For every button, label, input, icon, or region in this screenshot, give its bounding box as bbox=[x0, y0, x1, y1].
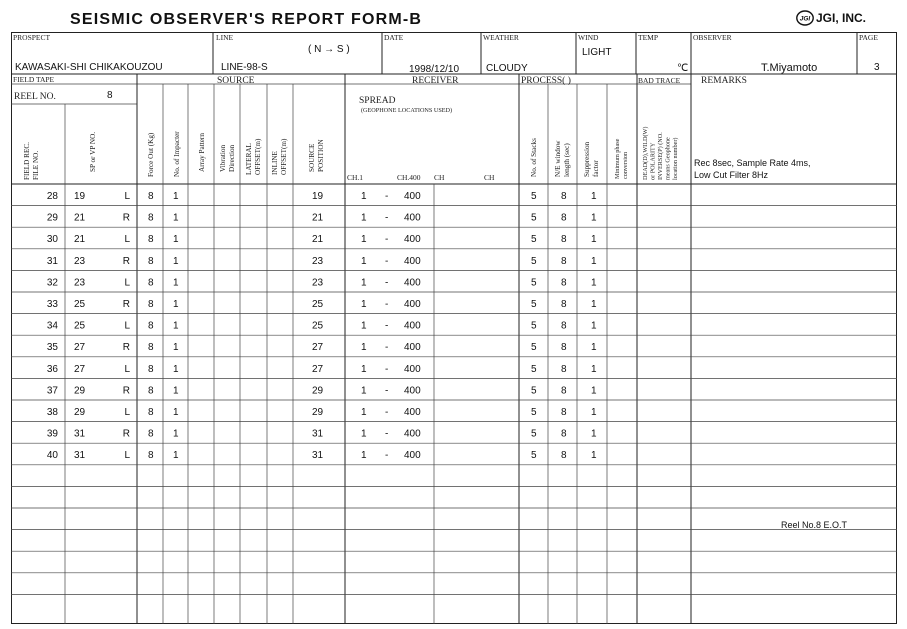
section-source: SOURCE bbox=[217, 76, 255, 86]
cell-ne: 8 bbox=[561, 342, 567, 354]
cell-pos: 29 bbox=[312, 385, 324, 397]
cell-stacks: 5 bbox=[531, 428, 537, 440]
cell-dash: - bbox=[385, 299, 389, 310]
table-body-rows bbox=[47, 191, 597, 461]
svg-text:Vibration: Vibration bbox=[219, 144, 227, 172]
cell-force: 8 bbox=[148, 407, 154, 418]
cell-side: R bbox=[122, 342, 130, 354]
cell-sp: 25 bbox=[74, 299, 86, 310]
hdr-bad-trace bbox=[642, 127, 679, 180]
svg-text:SP or VP NO.: SP or VP NO. bbox=[89, 131, 97, 172]
table-row bbox=[47, 234, 597, 245]
svg-text:means Geophone: means Geophone bbox=[664, 137, 672, 180]
cell-side: L bbox=[124, 191, 130, 202]
cell-dash: - bbox=[385, 191, 389, 202]
cell-dash: - bbox=[385, 320, 389, 332]
cell-imp: 1 bbox=[173, 212, 179, 224]
hdr-source-position bbox=[308, 138, 325, 172]
cell-imp: 1 bbox=[173, 277, 179, 289]
cell-pos: 25 bbox=[312, 299, 324, 310]
cell-sup: 1 bbox=[591, 255, 597, 267]
hdr-lateral bbox=[245, 138, 262, 175]
cell-file: 39 bbox=[46, 428, 58, 440]
cell-dash: - bbox=[385, 450, 389, 462]
cell-side: L bbox=[124, 320, 130, 332]
cell-pos: 31 bbox=[312, 450, 324, 462]
section-remarks: REMARKS bbox=[701, 76, 747, 86]
cell-pos: 27 bbox=[312, 363, 324, 375]
cell-pos: 27 bbox=[312, 342, 324, 354]
cell-sup: 1 bbox=[591, 385, 597, 397]
cell-imp: 1 bbox=[173, 450, 179, 462]
page-value: 3 bbox=[874, 62, 880, 73]
svg-text:length (sec): length (sec) bbox=[563, 143, 571, 177]
svg-text:SOURCE: SOURCE bbox=[308, 143, 316, 172]
cell-ch400: 400 bbox=[404, 385, 421, 397]
cell-ne: 8 bbox=[561, 407, 567, 418]
cell-stacks: 5 bbox=[531, 191, 537, 202]
cell-ch1: 1 bbox=[361, 277, 367, 289]
section-bad-trace: BAD TRACE bbox=[638, 76, 681, 85]
cell-side: L bbox=[124, 450, 130, 462]
svg-text:Suppression: Suppression bbox=[583, 141, 591, 177]
cell-side: R bbox=[122, 255, 130, 267]
cell-file: 37 bbox=[46, 385, 58, 397]
cell-force: 8 bbox=[148, 342, 154, 354]
cell-ch1: 1 bbox=[361, 342, 367, 354]
table-row bbox=[47, 299, 597, 310]
cell-file: 38 bbox=[46, 407, 58, 418]
cell-sup: 1 bbox=[591, 191, 597, 202]
cell-ne: 8 bbox=[561, 191, 567, 202]
cell-ne: 8 bbox=[561, 428, 567, 440]
temp-label: TEMP bbox=[638, 33, 659, 42]
cell-dash: - bbox=[385, 363, 389, 375]
svg-text:FIELD REC.: FIELD REC. bbox=[23, 142, 31, 180]
cell-sp: 19 bbox=[74, 191, 86, 202]
cell-side: L bbox=[124, 407, 130, 418]
svg-text:or POLARITY: or POLARITY bbox=[649, 142, 657, 180]
cell-ch1: 1 bbox=[361, 385, 367, 397]
cell-ch400: 400 bbox=[404, 212, 421, 224]
cell-sup: 1 bbox=[591, 277, 597, 289]
svg-text:Minimum phase: Minimum phase bbox=[614, 138, 621, 179]
cell-imp: 1 bbox=[173, 363, 179, 375]
remarks-line-1: Rec 8sec, Sample Rate 4ms, bbox=[694, 158, 811, 168]
hdr-force-out bbox=[147, 132, 155, 177]
weather-label: WEATHER bbox=[483, 33, 519, 42]
cell-file: 30 bbox=[46, 234, 58, 246]
table-row bbox=[47, 429, 597, 440]
cell-ch1: 1 bbox=[361, 363, 367, 375]
cell-force: 8 bbox=[148, 385, 154, 397]
cell-sp: 25 bbox=[74, 320, 86, 332]
cell-file: 29 bbox=[46, 212, 58, 224]
cell-dash: - bbox=[385, 428, 389, 440]
cell-pos: 25 bbox=[312, 320, 324, 332]
cell-dash: - bbox=[385, 234, 389, 246]
cell-sp: 29 bbox=[74, 385, 86, 397]
end-of-tape-note: Reel No.8 E.O.T bbox=[781, 520, 848, 530]
section-receiver: RECEIVER bbox=[412, 76, 459, 86]
cell-ch1: 1 bbox=[361, 320, 367, 332]
cell-pos: 19 bbox=[312, 191, 324, 202]
svg-text:Array Pattern: Array Pattern bbox=[198, 133, 206, 172]
cell-imp: 1 bbox=[173, 255, 179, 267]
cell-force: 8 bbox=[148, 299, 154, 310]
section-process: PROCESS( ) bbox=[521, 76, 571, 86]
reel-value: 8 bbox=[107, 90, 113, 101]
cell-side: R bbox=[122, 299, 130, 310]
svg-text:LATERAL: LATERAL bbox=[245, 143, 253, 175]
cell-imp: 1 bbox=[173, 385, 179, 397]
hdr-ch-a: CH bbox=[434, 173, 445, 182]
table-row bbox=[47, 256, 597, 267]
cell-force: 8 bbox=[148, 363, 154, 375]
cell-ch400: 400 bbox=[404, 277, 421, 289]
cell-side: R bbox=[122, 428, 130, 440]
cell-stacks: 5 bbox=[531, 407, 537, 418]
cell-sup: 1 bbox=[591, 363, 597, 375]
table-row bbox=[47, 191, 597, 202]
observer-label: OBSERVER bbox=[693, 33, 732, 42]
svg-text:factor: factor bbox=[592, 160, 600, 177]
svg-text:FILE NO.: FILE NO. bbox=[32, 150, 40, 180]
cell-imp: 1 bbox=[173, 428, 179, 440]
table-row bbox=[47, 321, 597, 332]
cell-ch1: 1 bbox=[361, 450, 367, 462]
hdr-suppression bbox=[583, 141, 600, 177]
svg-text:Force Out (Kg): Force Out (Kg) bbox=[147, 132, 155, 177]
cell-ne: 8 bbox=[561, 277, 567, 289]
cell-dash: - bbox=[385, 277, 389, 289]
cell-side: L bbox=[124, 234, 130, 246]
svg-text:location number): location number) bbox=[672, 137, 679, 180]
cell-side: R bbox=[122, 212, 130, 224]
cell-ch400: 400 bbox=[404, 428, 421, 440]
company-logo bbox=[796, 10, 866, 26]
cell-file: 35 bbox=[46, 342, 58, 354]
cell-imp: 1 bbox=[173, 234, 179, 246]
hdr-min-phase bbox=[614, 138, 629, 179]
cell-stacks: 5 bbox=[531, 212, 537, 224]
cell-ch400: 400 bbox=[404, 191, 421, 202]
cell-file: 36 bbox=[46, 363, 58, 375]
cell-force: 8 bbox=[148, 234, 154, 246]
hdr-inline bbox=[271, 138, 288, 175]
cell-stacks: 5 bbox=[531, 255, 537, 267]
spread-label: SPREAD bbox=[359, 96, 396, 106]
cell-side: R bbox=[122, 385, 130, 397]
spread-sublabel: (GEOPHONE LOCATIONS USED) bbox=[361, 107, 453, 114]
company-name: JGI, INC. bbox=[816, 11, 867, 25]
cell-force: 8 bbox=[148, 450, 154, 462]
hdr-file-no bbox=[23, 142, 40, 180]
cell-stacks: 5 bbox=[531, 320, 537, 332]
cell-ch1: 1 bbox=[361, 407, 367, 418]
cell-force: 8 bbox=[148, 320, 154, 332]
remarks-line-2: Low Cut Filter 8Hz bbox=[694, 170, 769, 180]
table-row bbox=[47, 213, 597, 224]
table-row bbox=[47, 364, 597, 375]
cell-sup: 1 bbox=[591, 320, 597, 332]
cell-sp: 23 bbox=[74, 255, 86, 267]
cell-ch400: 400 bbox=[404, 299, 421, 310]
date-value: 1998/12/10 bbox=[409, 64, 460, 75]
cell-force: 8 bbox=[148, 277, 154, 289]
cell-sup: 1 bbox=[591, 407, 597, 418]
cell-sp: 21 bbox=[74, 234, 86, 246]
cell-ch1: 1 bbox=[361, 299, 367, 310]
weather-value: CLOUDY bbox=[486, 63, 528, 74]
page-label: PAGE bbox=[859, 33, 878, 42]
svg-text:conversion: conversion bbox=[622, 151, 629, 179]
cell-pos: 23 bbox=[312, 277, 324, 289]
cell-ch1: 1 bbox=[361, 255, 367, 267]
hdr-ne-window bbox=[554, 140, 571, 177]
hdr-vibration bbox=[219, 144, 236, 172]
cell-ch400: 400 bbox=[404, 234, 421, 246]
cell-pos: 21 bbox=[312, 234, 324, 246]
reel-label: REEL NO. bbox=[14, 92, 56, 102]
cell-sup: 1 bbox=[591, 234, 597, 246]
cell-pos: 31 bbox=[312, 428, 324, 440]
table-row bbox=[47, 450, 597, 461]
cell-force: 8 bbox=[148, 428, 154, 440]
cell-force: 8 bbox=[148, 191, 154, 202]
svg-text:DEAD(D),WILD(W): DEAD(D),WILD(W) bbox=[642, 126, 649, 180]
wind-value: LIGHT bbox=[582, 47, 612, 58]
svg-text:No. of Stacks: No. of Stacks bbox=[530, 138, 538, 177]
cell-imp: 1 bbox=[173, 191, 179, 202]
cell-sp: 27 bbox=[74, 342, 86, 354]
cell-dash: - bbox=[385, 342, 389, 354]
hdr-ch-b: CH bbox=[484, 173, 495, 182]
cell-file: 34 bbox=[46, 320, 58, 332]
cell-ch1: 1 bbox=[361, 234, 367, 246]
table-row bbox=[47, 342, 597, 353]
cell-stacks: 5 bbox=[531, 385, 537, 397]
cell-file: 40 bbox=[46, 450, 58, 462]
cell-dash: - bbox=[385, 212, 389, 224]
cell-ch400: 400 bbox=[404, 450, 421, 462]
table-row bbox=[47, 407, 597, 418]
cell-sp: 23 bbox=[74, 277, 86, 289]
observer-value: T.Miyamoto bbox=[761, 62, 818, 74]
svg-text:N/E window: N/E window bbox=[554, 140, 562, 177]
logo-text: JGI bbox=[799, 15, 811, 23]
report-form bbox=[11, 32, 897, 624]
date-label: DATE bbox=[384, 33, 404, 42]
cell-sup: 1 bbox=[591, 299, 597, 310]
cell-imp: 1 bbox=[173, 299, 179, 310]
cell-side: L bbox=[124, 277, 130, 289]
cell-stacks: 5 bbox=[531, 299, 537, 310]
cell-imp: 1 bbox=[173, 320, 179, 332]
cell-ch400: 400 bbox=[404, 255, 421, 267]
cell-ch1: 1 bbox=[361, 191, 367, 202]
cell-ne: 8 bbox=[561, 320, 567, 332]
cell-ch400: 400 bbox=[404, 320, 421, 332]
cell-ch400: 400 bbox=[404, 363, 421, 375]
cell-ne: 8 bbox=[561, 212, 567, 224]
cell-ch400: 400 bbox=[404, 342, 421, 354]
cell-stacks: 5 bbox=[531, 234, 537, 246]
cell-pos: 23 bbox=[312, 255, 324, 267]
cell-stacks: 5 bbox=[531, 450, 537, 462]
table-header bbox=[11, 74, 897, 184]
wind-label: WIND bbox=[578, 33, 599, 42]
cell-sp: 21 bbox=[74, 212, 86, 224]
cell-stacks: 5 bbox=[531, 363, 537, 375]
cell-imp: 1 bbox=[173, 407, 179, 418]
cell-ne: 8 bbox=[561, 255, 567, 267]
cell-ne: 8 bbox=[561, 299, 567, 310]
svg-text:Direction: Direction bbox=[228, 144, 236, 172]
hdr-sp-vp bbox=[89, 132, 97, 172]
cell-sp: 31 bbox=[74, 428, 86, 440]
cell-ne: 8 bbox=[561, 385, 567, 397]
hdr-stacks bbox=[530, 138, 538, 177]
prospect-value: KAWASAKI-SHI CHIKAKOUZOU bbox=[15, 62, 163, 73]
line-value: LINE-98-S bbox=[221, 62, 268, 73]
svg-text:INVERSE(P) (NO.: INVERSE(P) (NO. bbox=[657, 132, 664, 180]
field-tape-label: FIELD TAPE bbox=[13, 75, 55, 84]
cell-sp: 31 bbox=[74, 450, 86, 462]
cell-dash: - bbox=[385, 407, 389, 418]
table-row bbox=[47, 277, 597, 288]
line-label: LINE bbox=[216, 33, 234, 42]
svg-text:INLINE: INLINE bbox=[271, 151, 279, 175]
cell-ch400: 400 bbox=[404, 407, 421, 418]
cell-sp: 29 bbox=[74, 407, 86, 418]
form-title: SEISMIC OBSERVER'S REPORT FORM-B bbox=[70, 11, 423, 28]
form-border bbox=[12, 33, 897, 624]
cell-dash: - bbox=[385, 255, 389, 267]
hdr-array bbox=[198, 133, 206, 172]
cell-pos: 21 bbox=[312, 212, 324, 224]
cell-file: 32 bbox=[46, 277, 58, 289]
cell-ch1: 1 bbox=[361, 428, 367, 440]
svg-text:No. of Impacter: No. of Impacter bbox=[173, 131, 181, 177]
cell-file: 31 bbox=[46, 255, 58, 267]
direction-value: ( N → S ) bbox=[308, 44, 350, 55]
cell-ne: 8 bbox=[561, 363, 567, 375]
prospect-label: PROSPECT bbox=[13, 33, 51, 42]
hdr-impacter bbox=[173, 131, 181, 177]
cell-dash: - bbox=[385, 385, 389, 397]
cell-file: 33 bbox=[46, 299, 58, 310]
temp-unit: ℃ bbox=[677, 63, 689, 74]
info-row bbox=[11, 32, 897, 75]
hdr-ch1: CH.1 bbox=[347, 173, 364, 182]
hdr-ch400: CH.400 bbox=[397, 173, 421, 182]
svg-text:OFFSET(m): OFFSET(m) bbox=[280, 138, 288, 175]
cell-sp: 27 bbox=[74, 363, 86, 375]
svg-text:POSITION: POSITION bbox=[317, 139, 325, 172]
cell-force: 8 bbox=[148, 255, 154, 267]
cell-stacks: 5 bbox=[531, 277, 537, 289]
cell-side: L bbox=[124, 363, 130, 375]
cell-sup: 1 bbox=[591, 342, 597, 354]
cell-sup: 1 bbox=[591, 428, 597, 440]
cell-imp: 1 bbox=[173, 342, 179, 354]
jgi-logo-icon bbox=[796, 10, 814, 26]
svg-text:OFFSET(m): OFFSET(m) bbox=[254, 138, 262, 175]
table-row bbox=[47, 385, 597, 396]
table-body-grid bbox=[11, 184, 897, 624]
cell-sup: 1 bbox=[591, 450, 597, 462]
cell-pos: 29 bbox=[312, 407, 324, 418]
cell-file: 28 bbox=[46, 191, 58, 202]
cell-ne: 8 bbox=[561, 450, 567, 462]
cell-force: 8 bbox=[148, 212, 154, 224]
cell-ch1: 1 bbox=[361, 212, 367, 224]
cell-ne: 8 bbox=[561, 234, 567, 246]
cell-stacks: 5 bbox=[531, 342, 537, 354]
cell-sup: 1 bbox=[591, 212, 597, 224]
